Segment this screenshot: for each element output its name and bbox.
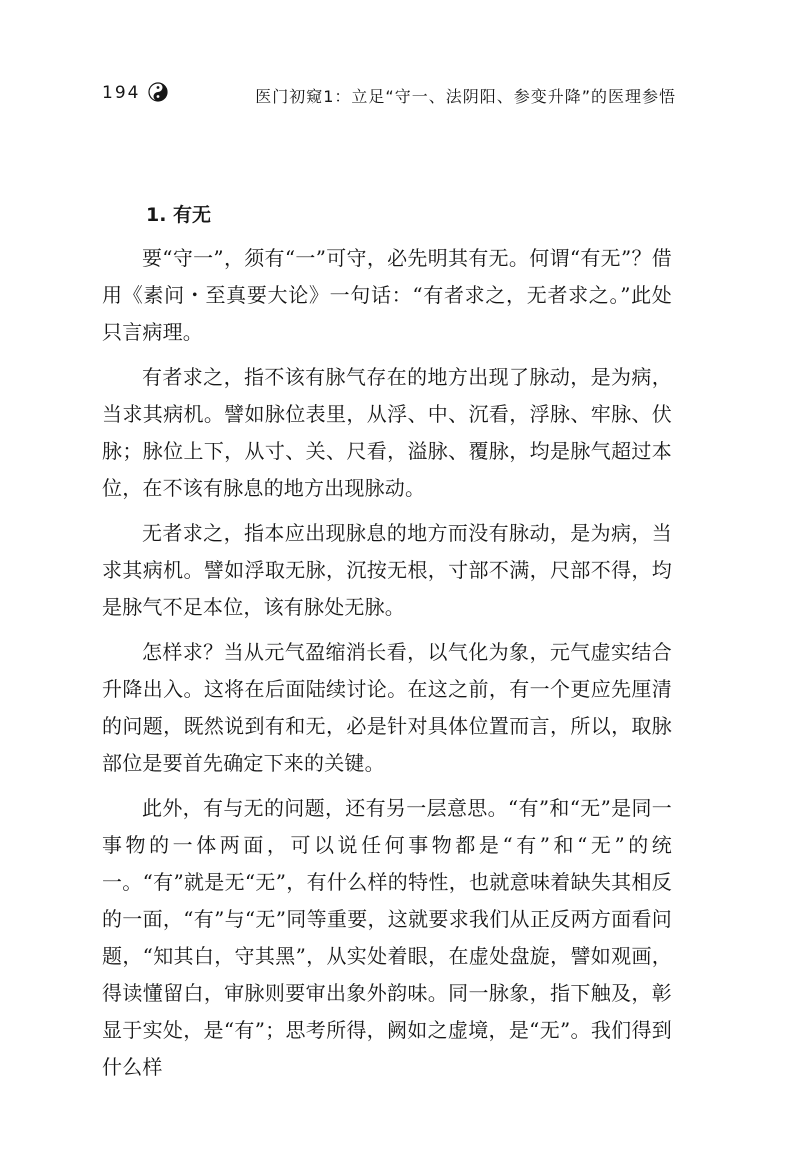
section-title: 1. 有无 (146, 204, 212, 226)
page-number: 194 (102, 83, 141, 103)
page-header (98, 78, 676, 108)
paragraph-3: 无者求之，指本应出现脉息的地方而没有脉动，是为病，当求其病机。譬如浮取无脉，沉按无根，寸部不满，尺部不得，均是脉气不足本位，该有脉处无脉。 (102, 521, 672, 619)
running-title: 医门初窥1：立足“守一、法阴阳、参变升降”的医理参悟 (255, 87, 676, 106)
yin-yang-icon (148, 82, 168, 102)
paragraph-5: 此外，有与无的问题，还有另一层意思。“有”和“无”是同一事物的一体两面，可以说任何事物都是“有”和“无”的统一。“有”就是无“无”，有什么样的特性，也就意味着缺失其相反的一面，“有”与“无”同等重要，这就要求我们从正反两方面看问题，“知其白，守其黑”，从实处着眼，在虚处盘旋，譬如观画，得读懂留白，审脉则要审出象外韵味。同一脉象，指下触及，彰显于实处，是“有”；思考所得，阙如之虚境，是“无”。我们得到什么样 (102, 796, 672, 1079)
paragraph-2: 有者求之，指不该有脉气存在的地方出现了脉动，是为病，当求其病机。譬如脉位表里，从浮、中、沉看，浮脉、牢脉、伏脉；脉位上下，从寸、关、尺看，溢脉、覆脉，均是脉气超过本位，在不该有脉息的地方出现脉动。 (102, 365, 672, 500)
paragraph-1: 要“守一”，须有“一”可守，必先明其有无。何谓“有无”？借用《素问・至真要大论》一句话：“有者求之，无者求之。”此处只言病理。 (102, 246, 672, 344)
page-body (102, 200, 672, 1094)
paragraph-4: 怎样求？当从元气盈缩消长看，以气化为象，元气虚实结合升降出入。这将在后面陆续讨论。在这之前，有一个更应先厘清的问题，既然说到有和无，必是针对具体位置而言，所以，取脉部位是要首先确定下来的关键。 (102, 640, 672, 775)
